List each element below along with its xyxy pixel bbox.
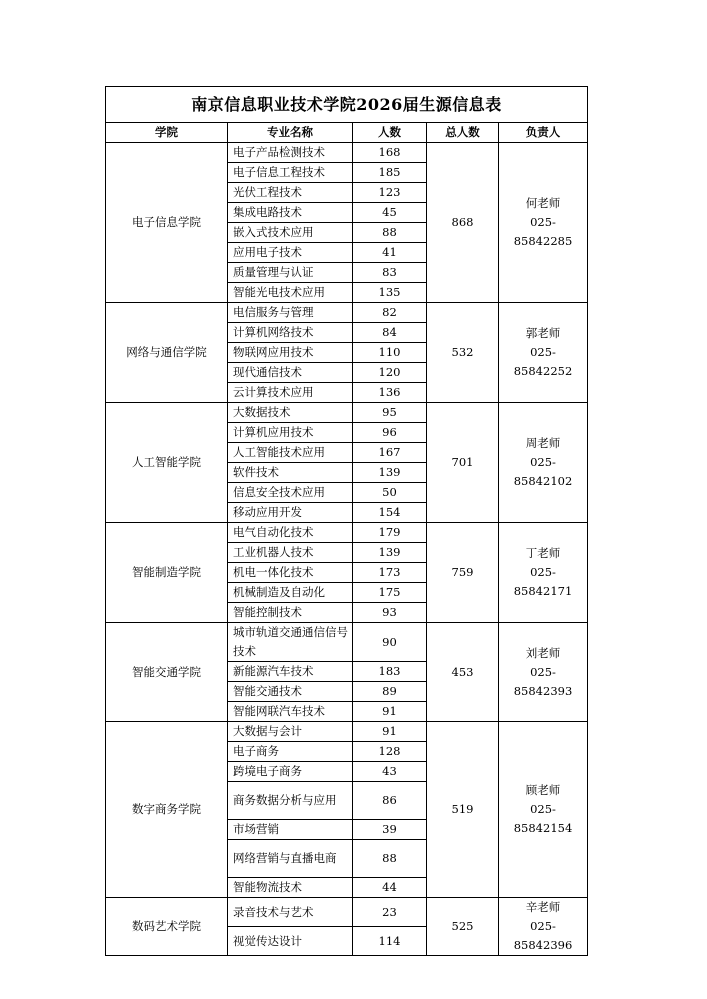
major-count: 45 <box>353 203 427 223</box>
major-name: 智能网联汽车技术 <box>228 702 353 722</box>
major-name: 电气自动化技术 <box>228 523 353 543</box>
major-name: 计算机网络技术 <box>228 323 353 343</box>
college-contact <box>499 623 588 722</box>
table-row <box>106 722 588 742</box>
college-contact <box>499 722 588 898</box>
major-name: 计算机应用技术 <box>228 423 353 443</box>
major-name: 移动应用开发 <box>228 503 353 523</box>
college-contact <box>499 143 588 303</box>
contact-teacher: 刘老师 <box>525 645 561 660</box>
major-name: 大数据技术 <box>228 403 353 423</box>
major-count: 136 <box>353 383 427 403</box>
major-count: 128 <box>353 742 427 762</box>
major-count: 179 <box>353 523 427 543</box>
college-total: 701 <box>427 403 499 523</box>
major-count: 89 <box>353 682 427 702</box>
table-row <box>106 623 588 662</box>
major-name: 智能物流技术 <box>228 878 353 898</box>
header-contact: 负责人 <box>499 123 588 143</box>
college-contact <box>499 898 588 956</box>
header-major: 专业名称 <box>228 123 353 143</box>
major-count: 175 <box>353 583 427 603</box>
major-name: 智能交通技术 <box>228 682 353 702</box>
contact-phone: 025-85842102 <box>513 455 573 488</box>
major-count: 110 <box>353 343 427 363</box>
major-count: 120 <box>353 363 427 383</box>
major-count: 82 <box>353 303 427 323</box>
major-count: 154 <box>353 503 427 523</box>
college-name: 数码艺术学院 <box>106 898 228 956</box>
major-name: 网络营销与直播电商 <box>228 840 353 878</box>
contact-phone: 025-85842154 <box>513 802 573 835</box>
major-name: 跨境电子商务 <box>228 762 353 782</box>
table-row <box>106 523 588 543</box>
major-count: 88 <box>353 223 427 243</box>
major-count: 139 <box>353 543 427 563</box>
header-total: 总人数 <box>427 123 499 143</box>
major-name: 电信服务与管理 <box>228 303 353 323</box>
contact-teacher: 辛老师 <box>525 900 561 914</box>
major-name: 大数据与会计 <box>228 722 353 742</box>
major-name: 电子商务 <box>228 742 353 762</box>
college-total: 519 <box>427 722 499 898</box>
major-name: 电子信息工程技术 <box>228 163 353 183</box>
college-total: 759 <box>427 523 499 623</box>
major-count: 96 <box>353 423 427 443</box>
contact-phone: 025-85842393 <box>513 664 573 698</box>
major-name: 人工智能技术应用 <box>228 443 353 463</box>
contact-phone: 025-85842285 <box>513 215 573 248</box>
contact-teacher: 周老师 <box>525 436 561 450</box>
college-name: 人工智能学院 <box>106 403 228 523</box>
major-name: 物联网应用技术 <box>228 343 353 363</box>
major-count: 135 <box>353 283 427 303</box>
major-count: 167 <box>353 443 427 463</box>
college-name: 智能制造学院 <box>106 523 228 623</box>
table-title: 南京信息职业技术学院2026届生源信息表 <box>106 87 588 123</box>
major-count: 168 <box>353 143 427 163</box>
major-name: 嵌入式技术应用 <box>228 223 353 243</box>
major-name: 软件技术 <box>228 463 353 483</box>
major-name: 质量管理与认证 <box>228 263 353 283</box>
college-total: 453 <box>427 623 499 722</box>
major-name: 光伏工程技术 <box>228 183 353 203</box>
major-count: 139 <box>353 463 427 483</box>
major-name: 城市轨道交通通信信号技术 <box>228 623 353 662</box>
major-count: 23 <box>353 898 427 927</box>
major-count: 173 <box>353 563 427 583</box>
college-name: 电子信息学院 <box>106 143 228 303</box>
major-count: 91 <box>353 722 427 742</box>
major-name: 集成电路技术 <box>228 203 353 223</box>
major-count: 84 <box>353 323 427 343</box>
major-count: 39 <box>353 820 427 840</box>
major-name: 录音技术与艺术 <box>228 898 353 927</box>
contact-teacher: 顾老师 <box>525 783 561 797</box>
college-total: 868 <box>427 143 499 303</box>
college-name: 数字商务学院 <box>106 722 228 898</box>
major-count: 83 <box>353 263 427 283</box>
college-name: 网络与通信学院 <box>106 303 228 403</box>
college-contact <box>499 523 588 623</box>
major-count: 41 <box>353 243 427 263</box>
major-count: 43 <box>353 762 427 782</box>
major-count: 95 <box>353 403 427 423</box>
college-total: 525 <box>427 898 499 956</box>
major-name: 新能源汽车技术 <box>228 662 353 682</box>
student-source-table <box>105 86 588 956</box>
contact-phone: 025-85842396 <box>513 919 573 952</box>
major-name: 智能光电技术应用 <box>228 283 353 303</box>
table-row <box>106 303 588 323</box>
header-count: 人数 <box>353 123 427 143</box>
college-total: 532 <box>427 303 499 403</box>
major-count: 91 <box>353 702 427 722</box>
major-name: 机电一体化技术 <box>228 563 353 583</box>
major-name: 应用电子技术 <box>228 243 353 263</box>
college-name: 智能交通学院 <box>106 623 228 722</box>
contact-teacher: 郭老师 <box>525 326 561 340</box>
major-name: 现代通信技术 <box>228 363 353 383</box>
major-name: 电子产品检测技术 <box>228 143 353 163</box>
major-count: 44 <box>353 878 427 898</box>
header-row <box>106 123 588 143</box>
major-count: 114 <box>353 927 427 956</box>
contact-teacher: 何老师 <box>525 196 561 210</box>
table-row <box>106 898 588 927</box>
major-name: 云计算技术应用 <box>228 383 353 403</box>
header-college: 学院 <box>106 123 228 143</box>
major-count: 183 <box>353 662 427 682</box>
major-count: 86 <box>353 782 427 820</box>
major-name: 工业机器人技术 <box>228 543 353 563</box>
major-name: 信息安全技术应用 <box>228 483 353 503</box>
table-row <box>106 143 588 163</box>
contact-teacher: 丁老师 <box>525 546 561 560</box>
major-name: 商务数据分析与应用 <box>228 782 353 820</box>
major-count: 90 <box>353 623 427 662</box>
college-contact <box>499 403 588 523</box>
major-count: 88 <box>353 840 427 878</box>
major-count: 50 <box>353 483 427 503</box>
major-name: 市场营销 <box>228 820 353 840</box>
contact-phone: 025-85842171 <box>513 565 573 598</box>
table-row <box>106 403 588 423</box>
major-name: 视觉传达设计 <box>228 927 353 956</box>
table-body <box>106 143 588 956</box>
major-count: 93 <box>353 603 427 623</box>
major-count: 123 <box>353 183 427 203</box>
major-name: 机械制造及自动化 <box>228 583 353 603</box>
college-contact <box>499 303 588 403</box>
contact-phone: 025-85842252 <box>513 345 573 378</box>
major-name: 智能控制技术 <box>228 603 353 623</box>
major-count: 185 <box>353 163 427 183</box>
